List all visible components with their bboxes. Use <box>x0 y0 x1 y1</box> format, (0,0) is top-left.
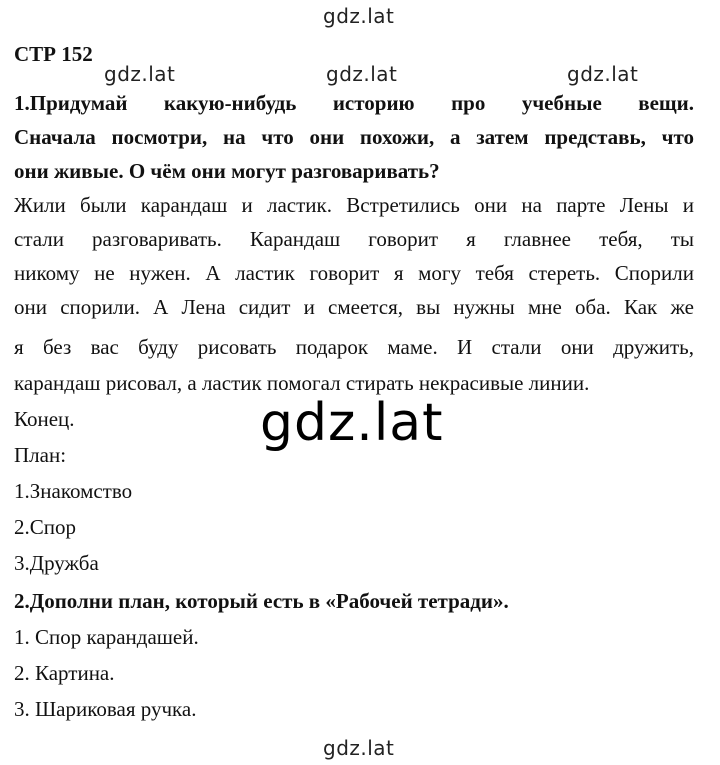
watermark-center: gdz.lat <box>326 62 398 86</box>
plan-label: План: <box>14 443 67 467</box>
watermark-large: gdz.lat <box>260 393 444 453</box>
story-line-2: стали разговаривать. Карандаш говорит я главнее тебя, ты <box>14 227 694 251</box>
task2-item-3: 3. Шариковая ручка. <box>14 697 197 721</box>
story-line-6: карандаш рисовал, а ластик помогал стирать некрасивые линии. <box>14 371 590 395</box>
page-number: СТР 152 <box>14 42 93 66</box>
story-line-1: Жили были карандаш и ластик. Встретились они на парте Лены и <box>14 193 694 217</box>
task2-item-2: 2. Картина. <box>14 661 115 685</box>
story-line-7: Конец. <box>14 407 75 431</box>
plan-item-2: 2.Спор <box>14 515 76 539</box>
story-line-4: они спорили. А Лена сидит и смеется, вы нужны мне оба. Как же <box>14 295 694 319</box>
task1-question-line-3: они живые. О чём они могут разговаривать? <box>14 159 440 183</box>
watermark-bottom: gdz.lat <box>323 736 395 760</box>
task2-item-1: 1. Спор карандашей. <box>14 625 199 649</box>
task2-question: 2.Дополни план, который есть в «Рабочей тетради». <box>14 589 509 613</box>
watermark-top: gdz.lat <box>323 4 395 28</box>
plan-item-1: 1.Знакомство <box>14 479 133 503</box>
story-line-3: никому не нужен. А ластик говорит я могу тебя стереть. Спорили <box>14 261 694 285</box>
watermark-left: gdz.lat <box>104 62 176 86</box>
story-line-5: я без вас буду рисовать подарок маме. И стали они дружить, <box>14 335 694 359</box>
task1-question-line-2: Сначала посмотри, на что они похожи, а затем представь, что <box>14 125 694 149</box>
watermark-right: gdz.lat <box>567 62 639 86</box>
task1-question-line-1: 1.Придумай какую-нибудь историю про учебные вещи. <box>14 91 694 115</box>
plan-item-3: 3.Дружба <box>14 551 99 575</box>
